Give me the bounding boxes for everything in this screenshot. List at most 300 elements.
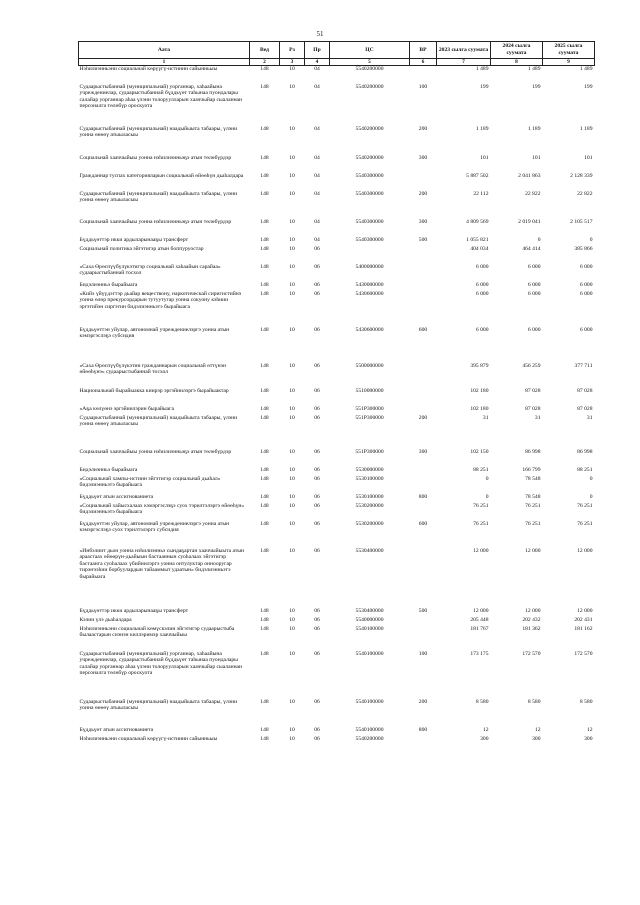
- row-rz: 10: [289, 414, 295, 421]
- row-name: «Социальнай хайысхалаах кэмэргэслэҕэ суох тэрилтэлэргэ өйөөһүн» бидэлиэнньэтэ бырайыага: [79, 502, 245, 516]
- row-rz: 10: [289, 726, 295, 733]
- row-ved: 148: [260, 547, 269, 554]
- row-name: Судаарыстыбаннай (муниципальнай) наадыйыыта табаары, үлэни уонна өнөөү атыыласыы: [79, 125, 238, 139]
- header-vr: ВР: [410, 42, 437, 59]
- table-row: [79, 651, 595, 699]
- row-name: Судаарыстыбаннай (муниципальнай) уорганнар, хаһаайына учреждениелар, судаарыстыбаннай бүддьүөт таһынаа пуондалары салайар уорганнар аһаа үлэни толоруулларын хааччыйар сыаланнан персоналга төлөбүр ороскуота: [79, 650, 243, 677]
- row-vr: 200: [418, 698, 428, 705]
- table-row: [79, 219, 595, 237]
- row-rz: 10: [289, 190, 295, 197]
- row-ved: 148: [260, 414, 269, 421]
- header-num-1: 1: [79, 59, 250, 66]
- row-amount-2024: 8 580: [527, 698, 541, 705]
- header-num-4: 4: [305, 59, 330, 66]
- table-row: [79, 548, 595, 608]
- row-amount-2025: 6 000: [579, 326, 593, 333]
- row-amount-2023: 76 251: [473, 520, 489, 527]
- row-ved: 148: [260, 502, 269, 509]
- row-vr: 300: [418, 218, 428, 225]
- row-amount-2024: 1 489: [527, 66, 541, 72]
- row-amount-2025: 76 251: [577, 520, 593, 527]
- row-name: Бүддьүөттэн уйулар, автономнай учреждениелэргэ уонна атын кэмэргэслэҕэ суох тэрилтэлэргэ субсидия: [79, 520, 230, 534]
- row-amount-2023: 0: [485, 475, 489, 482]
- row-amount-2024: 166 799: [522, 466, 541, 473]
- table-row: [79, 608, 595, 617]
- row-cs: 5540100000: [355, 650, 384, 657]
- table-row: [79, 173, 595, 191]
- row-cs: 5540200000: [355, 154, 384, 161]
- row-amount-2024: 199: [532, 83, 541, 90]
- row-pr: 06: [314, 520, 320, 527]
- row-name: Бидэлиэнньэ бырайыага: [79, 281, 138, 288]
- row-cs: 5540100000: [355, 625, 384, 632]
- row-ved: 148: [260, 172, 269, 179]
- row-amount-2025: 6 000: [579, 263, 593, 270]
- row-amount-2025: 202 431: [574, 616, 593, 623]
- header-name: Аата: [79, 42, 250, 59]
- row-pr: 06: [314, 290, 320, 297]
- row-cs: 5540200000: [355, 735, 384, 742]
- row-ved: 148: [260, 650, 269, 657]
- row-cs: 5540200000: [355, 125, 384, 132]
- row-cs: 5540200000: [355, 83, 384, 90]
- row-amount-2023: 173 175: [470, 650, 489, 657]
- row-amount-2025: 377 711: [574, 362, 593, 369]
- table-row: [79, 388, 595, 406]
- table-row: [79, 84, 595, 126]
- row-pr: 06: [314, 616, 320, 623]
- row-name: «Аҕа көлүөнэ эргэйиилэрин бырайыага: [79, 405, 174, 412]
- row-name: Социальнай политика эйгэтигэр атын боппуруостар: [79, 245, 204, 252]
- row-pr: 06: [314, 625, 320, 632]
- row-cs: 5510000000: [355, 387, 384, 394]
- row-amount-2023: 205 448: [470, 616, 489, 623]
- table-row: [79, 476, 595, 494]
- row-amount-2024: 456 259: [522, 362, 541, 369]
- row-amount-2023: 404 034: [470, 245, 489, 252]
- row-vr: [410, 264, 437, 282]
- row-ved: 148: [260, 362, 269, 369]
- row-rz: 10: [289, 236, 295, 243]
- row-rz: 10: [289, 650, 295, 657]
- row-name: Бүддьүөттэр икки ардыларынааҕы трансферт: [79, 607, 189, 614]
- table-row: [79, 291, 595, 327]
- row-amount-2024: 6 000: [527, 290, 541, 297]
- row-vr: 200: [418, 414, 428, 421]
- table-row: [79, 521, 595, 548]
- row-ved: 148: [260, 698, 269, 705]
- header-ved: Вед: [250, 42, 280, 59]
- row-rz: 10: [289, 245, 295, 252]
- header-num-2: 2: [250, 59, 280, 66]
- table-row: [79, 449, 595, 467]
- row-name: «Социальнай хампы-истиин эйгэтигэр социальнай дьаһал» бидэлиэнньэтэ бырайыага: [79, 475, 221, 489]
- row-name: «Инбэлиит дьон уонна нэһилиэнньэ сындаҕартан хааччыйыыта атын араастаах өйөөрүн-дьайыын бастааннын суоһалаах эйгэтигэр бастаанга суоһалаах үбийиилэргэ уонна онтулуктар оннооругар тирэҥээһии борбуулардын тайааммыт удаатын» бидэлиэнньэтэ бырайыага: [79, 547, 245, 580]
- row-rz: 10: [289, 405, 295, 412]
- row-rz: 10: [289, 281, 295, 288]
- row-amount-2025: 0: [589, 236, 593, 243]
- row-rz: 10: [289, 218, 295, 225]
- row-amount-2024: 78 548: [525, 493, 541, 500]
- row-vr: 500: [418, 607, 428, 614]
- row-rz: 10: [289, 625, 295, 632]
- row-amount-2024: 6 000: [527, 263, 541, 270]
- row-vr: 300: [418, 448, 428, 455]
- row-rz: 10: [289, 493, 295, 500]
- row-cs: 5540300000: [355, 190, 384, 197]
- row-pr: 06: [314, 726, 320, 733]
- header-num-7: 7: [437, 59, 491, 66]
- row-ved: 148: [260, 326, 269, 333]
- table-row: [79, 503, 595, 521]
- row-pr: 06: [314, 263, 320, 270]
- row-amount-2024: 2 019 041: [518, 218, 541, 225]
- row-vr: 600: [418, 326, 428, 333]
- row-vr: [410, 467, 437, 476]
- row-name: Судаарыстыбаннай (муниципальнай) наадыйыыта табаары, үлэни уонна өнөөү атыыласыы: [79, 190, 238, 204]
- row-vr: [410, 66, 437, 84]
- table-body: [79, 66, 595, 754]
- row-amount-2023: 395 879: [470, 362, 489, 369]
- row-pr: 04: [314, 125, 320, 132]
- row-amount-2023: 102 180: [470, 387, 489, 394]
- row-amount-2024: 76 251: [525, 520, 541, 527]
- row-vr: 800: [418, 493, 428, 500]
- header-num-6: 6: [410, 59, 437, 66]
- row-ved: 148: [260, 735, 269, 742]
- row-amount-2024: 300: [532, 735, 541, 742]
- table-row: [79, 467, 595, 476]
- row-cs: 5530100000: [355, 493, 384, 500]
- row-amount-2024: 31: [534, 414, 541, 421]
- row-name: Социальнай хааччыйыы уонна нэһилиэнньэҕэ атын төлөбүрдэр: [79, 154, 232, 161]
- row-pr: 04: [314, 83, 320, 90]
- row-rz: 10: [289, 475, 295, 482]
- row-amount-2023: 101: [480, 154, 489, 161]
- header-num-8: 8: [491, 59, 543, 66]
- table-row: [79, 494, 595, 503]
- row-amount-2023: 6 000: [475, 290, 489, 297]
- table-row: [79, 155, 595, 173]
- row-vr: [410, 503, 437, 521]
- row-name: «Кийэ үйүүдэгтэр дьайар веществону, наркотическай сиригистийнэ уонна өлөр прекурсордарын тутуутугар уонна сокуону кэһиии эргэтийэн сиргэтин бидэлиэнньэтэ бырайыага: [79, 290, 242, 310]
- row-amount-2024: 6 000: [527, 326, 541, 333]
- row-amount-2023: 12 000: [473, 547, 489, 554]
- table-row: [79, 237, 595, 246]
- row-amount-2024: 87 028: [525, 387, 541, 394]
- row-ved: 148: [260, 263, 269, 270]
- row-amount-2025: 12 000: [577, 547, 593, 554]
- table-row: [79, 126, 595, 155]
- row-amount-2024: 181 362: [522, 625, 541, 632]
- table-row: [79, 617, 595, 626]
- row-vr: [410, 246, 437, 264]
- row-name: Бүддьүөт атын ассигнованиета: [79, 726, 154, 733]
- row-pr: 06: [314, 362, 320, 369]
- row-amount-2025: 86 998: [577, 448, 593, 455]
- row-ved: 148: [260, 625, 269, 632]
- row-amount-2025: 12: [586, 726, 593, 733]
- row-ved: 148: [260, 520, 269, 527]
- header-year-2024: 2024 сылга суумата: [491, 42, 543, 59]
- row-amount-2023: 102 150: [470, 448, 489, 455]
- row-name: Нэһилиэнньэни социальнай көрүүгү-истиини сайынньыы: [79, 735, 218, 742]
- row-vr: 600: [418, 520, 428, 527]
- table-row: [79, 327, 595, 363]
- row-ved: 148: [260, 218, 269, 225]
- table-row: [79, 282, 595, 291]
- row-rz: 10: [289, 735, 295, 742]
- header-num-5: 5: [330, 59, 410, 66]
- row-name: Социальнай хааччыйыы уонна нэһилиэнньэҕэ атын төлөбүрдэр: [79, 218, 232, 225]
- row-amount-2025: 8 580: [579, 698, 593, 705]
- row-pr: 06: [314, 245, 320, 252]
- row-amount-2023: 4 809 569: [466, 218, 489, 225]
- row-pr: 06: [314, 607, 320, 614]
- row-cs: 5530400000: [355, 607, 384, 614]
- row-name: Бидэлиэнньэ бырайыага: [79, 466, 138, 473]
- row-amount-2023: 102 180: [470, 405, 489, 412]
- table-row: [79, 727, 595, 736]
- row-ved: 148: [260, 726, 269, 733]
- row-rz: 10: [289, 362, 295, 369]
- header-year-2025: 2025 сылга суумата: [543, 42, 595, 59]
- row-ved: 148: [260, 475, 269, 482]
- row-amount-2025: 1 189: [579, 125, 593, 132]
- table-header: [79, 42, 595, 66]
- row-rz: 10: [289, 520, 295, 527]
- row-ved: 148: [260, 245, 269, 252]
- row-cs: 551P300000: [355, 405, 384, 412]
- row-amount-2025: 87 028: [577, 387, 593, 394]
- row-amount-2023: 1 489: [475, 66, 489, 72]
- row-name: Социальнай хааччыйыы уонна нэһилиэнньэҕэ атын төлөбүрдэр: [79, 448, 232, 455]
- row-rz: 10: [289, 125, 295, 132]
- row-rz: 10: [289, 502, 295, 509]
- row-pr: 06: [314, 735, 320, 742]
- row-rz: 10: [289, 154, 295, 161]
- row-cs: 5430600000: [355, 326, 384, 333]
- row-amount-2024: 2 041 863: [518, 172, 541, 179]
- row-ved: 148: [260, 125, 269, 132]
- row-name: «Саха Өрөспүүбүлүкэтигэр социальнай хаһаайын сарайаа» судаарыстыбаннай тосхол: [79, 263, 221, 277]
- row-cs: 5530000000: [355, 466, 384, 473]
- row-vr: [410, 363, 437, 388]
- table-row: [79, 415, 595, 449]
- row-rz: 10: [289, 290, 295, 297]
- row-name: Бүддьүөттэн уйулар, автономнай учреждениелэргэ уонна атын кэмэргэслэҕэ субсидия: [79, 326, 230, 340]
- row-amount-2023: 76 251: [473, 502, 489, 509]
- row-cs: 5540300000: [355, 236, 384, 243]
- row-name: Судаарыстыбаннай (муниципальнай) наадыйыыта табаары, үлэни уонна өнөөү атыыласыы: [79, 414, 238, 428]
- row-amount-2025: 199: [584, 83, 593, 90]
- row-cs: 5430000000: [355, 281, 384, 288]
- row-amount-2023: 6 000: [475, 281, 489, 288]
- row-pr: 06: [314, 547, 320, 554]
- row-name: Гражданнар туспах категорияларын социальнай өйөөһүн дьаһалдара: [79, 172, 244, 179]
- header-num-3: 3: [280, 59, 305, 66]
- row-name: Кэлии үлэ дьаһалдара: [79, 616, 132, 623]
- table-row: [79, 246, 595, 264]
- row-rz: 10: [289, 448, 295, 455]
- row-amount-2024: 86 998: [525, 448, 541, 455]
- row-rz: 10: [289, 387, 295, 394]
- row-cs: 551P300000: [355, 448, 384, 455]
- row-amount-2025: 0: [589, 475, 593, 482]
- row-rz: 10: [289, 607, 295, 614]
- row-pr: 04: [314, 236, 320, 243]
- row-amount-2023: 6 000: [475, 326, 489, 333]
- row-pr: 06: [314, 414, 320, 421]
- table-row: [79, 264, 595, 282]
- row-amount-2023: 199: [480, 83, 489, 90]
- header-cs: ЦС: [330, 42, 410, 59]
- row-cs: 5430600000: [355, 290, 384, 297]
- row-amount-2025: 6 000: [579, 281, 593, 288]
- row-amount-2024: 1 189: [527, 125, 541, 132]
- row-name: Судаарыстыбаннай (муниципальнай) уорганнар, хаһаайына учреждениелар, судаарыстыбаннай бүддьүөт таһынаа пуондалары салайар уорганнар аһаа үлэни толоруулларын хааччыйар сыаланнан персоналга төлөбүр ороскуота: [79, 83, 243, 110]
- row-vr: 800: [418, 726, 428, 733]
- row-pr: 06: [314, 387, 320, 394]
- row-ved: 148: [260, 66, 269, 72]
- row-cs: 5530200000: [355, 520, 384, 527]
- row-amount-2024: 76 251: [525, 502, 541, 509]
- row-vr: [410, 736, 437, 754]
- table-row: [79, 699, 595, 727]
- row-vr: [410, 291, 437, 327]
- table-row: [79, 406, 595, 415]
- row-amount-2023: 88 251: [473, 466, 489, 473]
- row-amount-2024: 87 028: [525, 405, 541, 412]
- row-pr: 06: [314, 502, 320, 509]
- row-cs: 551P300000: [355, 414, 384, 421]
- row-vr: 200: [418, 190, 428, 197]
- header-num-9: 9: [543, 59, 595, 66]
- row-ved: 148: [260, 607, 269, 614]
- row-vr: [410, 626, 437, 651]
- row-pr: 04: [314, 66, 320, 72]
- row-amount-2023: 0: [485, 493, 489, 500]
- row-vr: [410, 282, 437, 291]
- row-cs: 5530100000: [355, 475, 384, 482]
- row-vr: 200: [418, 125, 428, 132]
- row-amount-2023: 12: [482, 726, 489, 733]
- row-rz: 10: [289, 698, 295, 705]
- row-amount-2025: 172 570: [574, 650, 593, 657]
- row-amount-2024: 6 000: [527, 281, 541, 288]
- row-amount-2025: 385 866: [574, 245, 593, 252]
- row-pr: 06: [314, 448, 320, 455]
- row-amount-2025: 76 251: [577, 502, 593, 509]
- row-amount-2023: 1 055 821: [466, 236, 489, 243]
- row-name: Бүддьүөт атын ассигнованиета: [79, 493, 154, 500]
- row-amount-2024: 22 822: [525, 190, 541, 197]
- row-vr: [410, 388, 437, 406]
- row-pr: 06: [314, 281, 320, 288]
- row-amount-2025: 181 162: [574, 625, 593, 632]
- row-amount-2025: 2 128 339: [570, 172, 593, 179]
- row-amount-2025: 101: [584, 154, 593, 161]
- row-ved: 148: [260, 448, 269, 455]
- row-amount-2023: 12 000: [473, 607, 489, 614]
- row-rz: 10: [289, 466, 295, 473]
- header-rz: Рз: [280, 42, 305, 59]
- row-vr: 100: [418, 83, 428, 90]
- table-row: [79, 363, 595, 388]
- header-year-2023: 2023 сылга суумата: [437, 42, 491, 59]
- row-amount-2023: 6 000: [475, 263, 489, 270]
- row-pr: 04: [314, 218, 320, 225]
- row-ved: 148: [260, 154, 269, 161]
- row-amount-2024: 202 432: [522, 616, 541, 623]
- row-cs: 5540100000: [355, 726, 384, 733]
- row-cs: [330, 246, 410, 264]
- table-row: [79, 626, 595, 651]
- row-amount-2024: 12 000: [525, 607, 541, 614]
- row-amount-2024: 78 548: [525, 475, 541, 482]
- row-cs: 5540000000: [355, 616, 384, 623]
- row-name: Судаарыстыбаннай (муниципальнай) наадыйыыта табаары, үлэни уонна өнөөү атыыласыы: [79, 698, 238, 712]
- row-amount-2025: 2 105 517: [570, 218, 593, 225]
- row-name: Нэһилиэнньэни социальнай көрүүгү-истиини сайынньыы: [79, 66, 218, 72]
- row-vr: 500: [418, 236, 428, 243]
- row-ved: 148: [260, 387, 269, 394]
- row-ved: 148: [260, 190, 269, 197]
- row-cs: 5540200000: [355, 66, 384, 72]
- row-pr: 06: [314, 493, 320, 500]
- table-row: [79, 736, 595, 754]
- row-amount-2023: 8 580: [475, 698, 489, 705]
- row-ved: 148: [260, 466, 269, 473]
- row-ved: 148: [260, 236, 269, 243]
- row-ved: 148: [260, 405, 269, 412]
- row-ved: 148: [260, 616, 269, 623]
- row-name: «Саха Өрөспүүбүлүкэтин гражданнарын социальнай өттүнэн өйөөһүнэ» судаарыстыбаннай тосхол: [79, 362, 226, 376]
- row-cs: 5400000000: [355, 263, 384, 270]
- row-amount-2025: 87 028: [577, 405, 593, 412]
- row-amount-2025: 1 489: [579, 66, 593, 72]
- row-rz: 10: [289, 172, 295, 179]
- page-number: 51: [316, 30, 324, 38]
- row-rz: 10: [289, 616, 295, 623]
- row-amount-2023: 300: [480, 735, 489, 742]
- row-cs: 5540300000: [355, 172, 384, 179]
- row-name: Национальнай бырайыакка киирэр эргэйиилэргэ бырайыактар: [79, 387, 229, 394]
- row-amount-2025: 12 000: [577, 607, 593, 614]
- row-pr: 06: [314, 698, 320, 705]
- row-amount-2024: 12 000: [525, 547, 541, 554]
- row-pr: 06: [314, 650, 320, 657]
- row-amount-2024: 0: [537, 236, 541, 243]
- row-pr: 06: [314, 326, 320, 333]
- row-pr: 06: [314, 475, 320, 482]
- row-vr: [410, 617, 437, 626]
- row-amount-2024: 12: [534, 726, 541, 733]
- row-amount-2025: 31: [586, 414, 593, 421]
- table-row: [79, 191, 595, 219]
- row-vr: 300: [418, 154, 428, 161]
- row-pr: 04: [314, 172, 320, 179]
- row-amount-2023: 1 189: [475, 125, 489, 132]
- row-rz: 10: [289, 263, 295, 270]
- row-name: Бүддьүөттэр икки ардыларынааҕы трансферт: [79, 236, 189, 243]
- row-vr: [410, 548, 437, 608]
- row-amount-2024: 101: [532, 154, 541, 161]
- row-ved: 148: [260, 281, 269, 288]
- row-amount-2024: 172 570: [522, 650, 541, 657]
- row-pr: 06: [314, 466, 320, 473]
- row-rz: 10: [289, 326, 295, 333]
